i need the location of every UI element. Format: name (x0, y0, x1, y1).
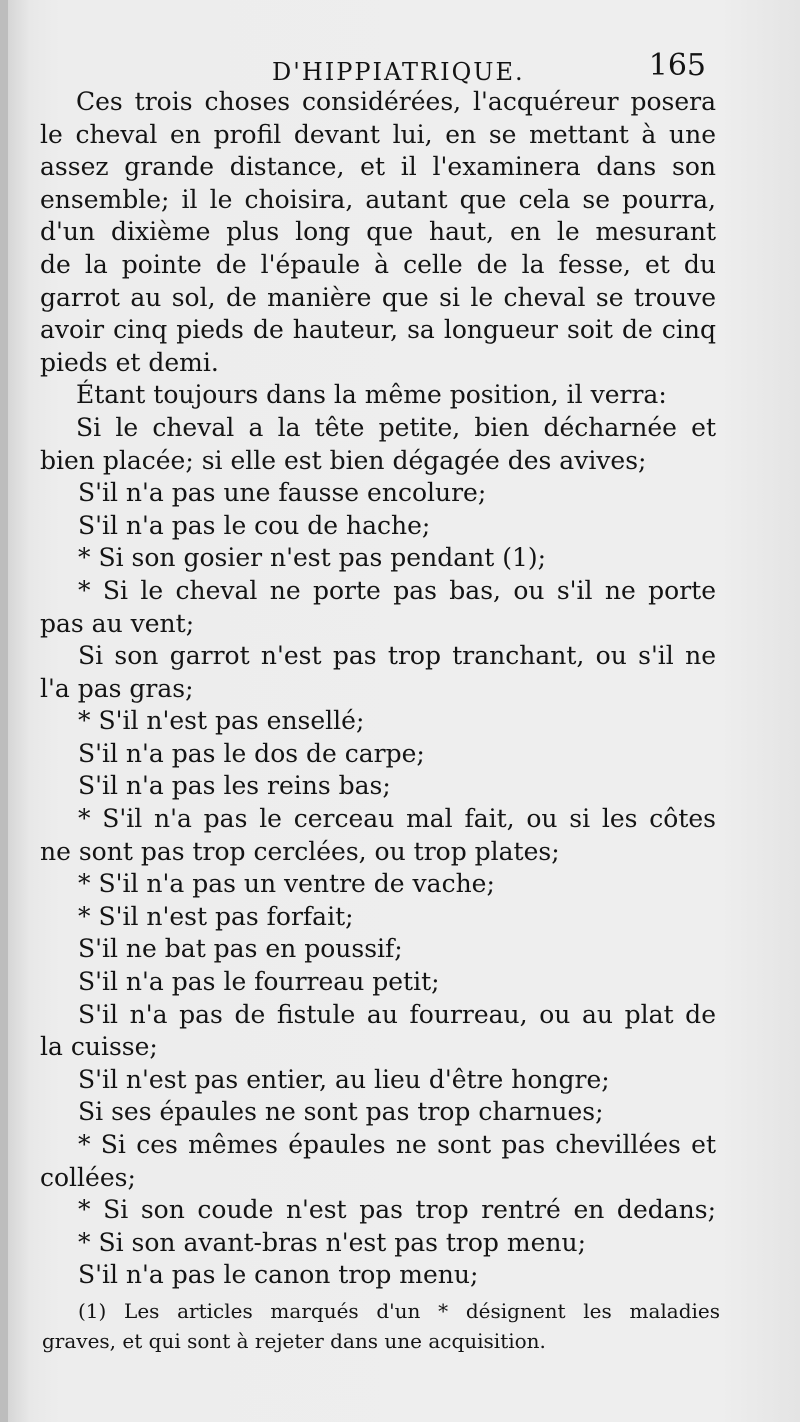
text-line: Étant toujours dans la même position, il verra: (76, 380, 667, 410)
text-line: S'il n'a pas le fourreau petit; (78, 967, 440, 997)
text-line: pas au vent; (40, 608, 195, 638)
text-line: * S'il n'est pas ensellé; (78, 706, 365, 736)
text-line: Si son garrot n'est pas trop tranchant, ou s'il ne (78, 641, 716, 671)
text-line: d'un dixième plus long que haut, en le mesurant (40, 217, 716, 247)
running-head: D'HIPPIATRIQUE. (272, 58, 525, 86)
text-line: S'il n'est pas entier, au lieu d'être hongre; (78, 1064, 610, 1094)
text-line: Si le cheval a la tête petite, bien décharnée et (76, 412, 716, 442)
text-line: Ces trois choses considérées, l'acquéreur posera (76, 87, 716, 116)
text-line: S'il n'a pas de fistule au fourreau, ou au plat de (78, 999, 716, 1029)
text-line: S'il n'a pas le cou de hache; (78, 510, 431, 540)
text-line: * Si ces mêmes épaules ne sont pas chevillées et (78, 1130, 716, 1159)
text-line: S'il n'a pas le dos de carpe; (78, 738, 425, 768)
text-line: le cheval en profil devant lui, en se mettant à une (40, 119, 716, 149)
text-line: * Si son coude n'est pas trop rentré en dedans; (78, 1195, 716, 1225)
text-line: ne sont pas trop cerclées, ou trop plates; (40, 836, 560, 866)
text-line: de la pointe de l'épaule à celle de la fesse, et du (40, 249, 716, 279)
text-line: * Si son avant-bras n'est pas trop menu; (78, 1227, 587, 1257)
text-line: * Si le cheval ne porte pas bas, ou s'il ne porte (78, 575, 716, 605)
body-text (40, 86, 716, 1292)
text-line: ensemble; il le choisira, autant que cela se pourra, (40, 184, 716, 214)
text-line: S'il ne bat pas en poussif; (78, 934, 403, 964)
text-line: garrot au sol, de manière que si le cheval se trouve (40, 282, 716, 312)
page-number: 165 (648, 48, 706, 83)
text-line: * S'il n'a pas le cerceau mal fait, ou si les côtes (78, 804, 716, 834)
footnote (42, 1296, 720, 1356)
page-gutter (0, 0, 8, 1422)
text-line: S'il n'a pas une fausse encolure; (78, 478, 487, 508)
text-line: * S'il n'a pas un ventre de vache; (78, 869, 495, 899)
footnote-line: (1) Les articles marqués d'un * désignent les maladies (78, 1299, 720, 1323)
text-line: Si ses épaules ne sont pas trop charnues; (78, 1097, 604, 1127)
text-line: S'il n'a pas le canon trop menu; (78, 1260, 479, 1290)
text-line: pieds et demi. (40, 347, 219, 377)
text-line: la cuisse; (40, 1032, 158, 1062)
text-line: avoir cinq pieds de hauteur, sa longueur soit de cinq (40, 315, 716, 345)
text-line: * S'il n'est pas forfait; (78, 901, 354, 931)
text-line: collées; (40, 1162, 136, 1192)
text-line: assez grande distance, et il l'examinera dans son (40, 152, 716, 182)
footnote-line: graves, et qui sont à rejeter dans une acquisition. (42, 1329, 546, 1353)
page-header (0, 48, 800, 88)
text-line: bien placée; si elle est bien dégagée des avives; (40, 445, 647, 475)
text-line: * Si son gosier n'est pas pendant (1); (78, 543, 547, 573)
text-line: S'il n'a pas les reins bas; (78, 771, 391, 801)
text-line: l'a pas gras; (40, 673, 194, 703)
